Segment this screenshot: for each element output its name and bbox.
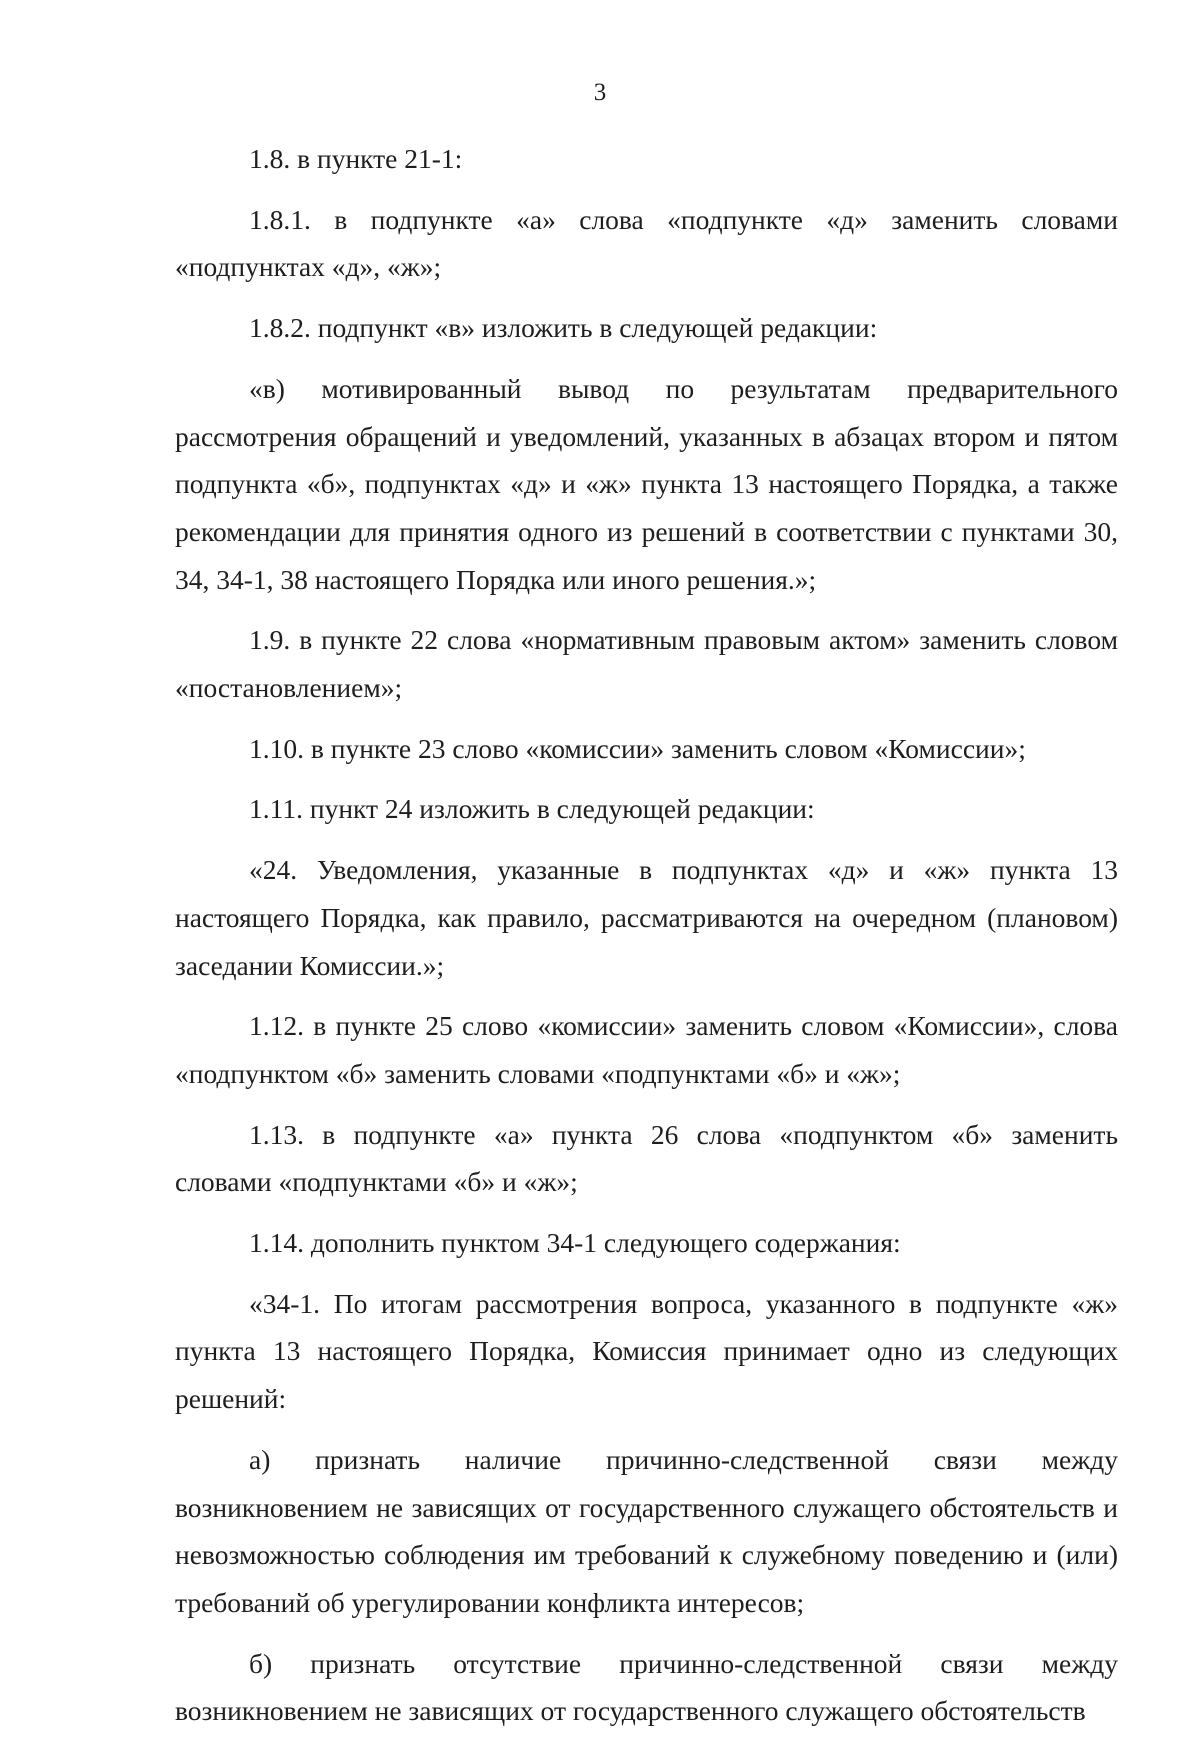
paragraph-1-8-1: 1.8.1. в подпункте «а» слова «подпункте «д» заменить словами «подпунктах «д», «ж»; [175, 203, 1118, 283]
paragraph-1-10: 1.10. в пункте 23 слово «комиссии» заменить словом «Комиссии»; [249, 732, 1026, 764]
page-number: 3 [593, 79, 607, 106]
document-body [175, 135, 1118, 1748]
paragraph-1-8: 1.8. в пункте 21-1: [249, 143, 463, 174]
paragraph-quote-34-1: «34-1. По итогам рассмотрения вопроса, указанного в подпункте «ж» пункта 13 настоящего Порядка, Комиссия принимает одно из следующих решений: [175, 1287, 1118, 1415]
paragraph-1-12: 1.12. в пункте 25 слово «комиссии» заменить словом «Комиссии», слова «подпунктом «б» заменить словами «подпунктами «б» и «ж»; [175, 1010, 1118, 1089]
paragraph-1-11: 1.11. пункт 24 изложить в следующей редакции: [249, 793, 815, 825]
paragraph-1-8-2: 1.8.2. подпункт «в» изложить в следующей редакции: [249, 312, 878, 344]
paragraph-quote-24: «24. Уведомления, указанные в подпунктах «д» и «ж» пункта 13 настоящего Порядка, как правило, рассматриваются на очередном (плановом) заседании Комиссии.»; [175, 854, 1118, 981]
paragraph-1-13: 1.13. в подпункте «а» пункта 26 слова «подпунктом «б» заменить словами «подпунктами «б» и «ж»; [175, 1118, 1118, 1198]
paragraph-item-a: а) признать наличие причинно-следственной связи между возникновением не зависящих от государственного служащего обстоятельств и невозможностью соблюдения им требований к служебному поведению и (или) требований об урегулировании конфликта интересов; [175, 1443, 1118, 1618]
paragraph-item-b: б) признать отсутствие причинно-следственной связи между возникновением не зависящих от государственного служащего обстоятельств [175, 1647, 1118, 1727]
paragraph-1-9: 1.9. в пункте 22 слова «нормативным правовым актом» заменить словом «постановлением»; [175, 624, 1118, 704]
paragraph-quote-v: «в) мотивированный вывод по результатам предварительного рассмотрения обращений и уведомлений, указанных в абзацах втором и пятом подпункта «б», подпунктах «д» и «ж» пункта 13 настоящего Порядка, а также рекомендации для принятия одного из решений в соответствии с пунктами 30, 34, 34-1, 38 настоящего Порядка или иного решения.»; [175, 372, 1118, 595]
paragraph-1-14: 1.14. дополнить пунктом 34-1 следующего содержания: [249, 1227, 901, 1259]
